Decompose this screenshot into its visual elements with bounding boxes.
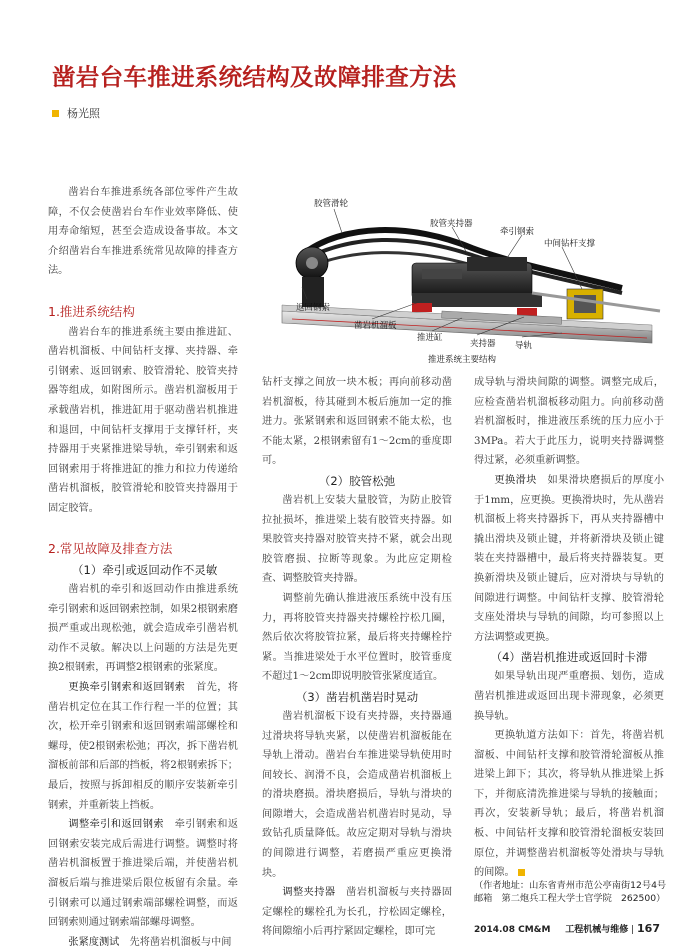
structure-paragraph: 凿岩台车的推进系统主要由推进缸、凿岩机溜板、中间钻杆支撑、夹持器、牵引钢索、返回钢索、胶管滑轮、胶管夹持器等组成，如附图所示。凿岩机溜板用于承载凿岩机，推进缸用于驱动凿岩机推进和退回，中间钻杆支撑用于支撑钎杆，夹持器用于夹紧推进梁导轨，牵引钢索和返回钢索用于将推进缸的推力和拉力传递给凿岩机溜板，胶管滑轮和胶管夹持器用于固定胶管。 xyxy=(48,326,238,514)
tension-test-text: 先将凿岩机溜板与中间 xyxy=(129,936,232,948)
label-clamp: 夹持器 xyxy=(470,339,496,349)
footer-text: 2014.08 CM&M 工程机械与维修 | 167 xyxy=(473,922,660,935)
tension-test-continued: 钻杆支撑之间放一块木板；再向前移动凿岩机溜板，待其碰到木板后施加一定的推进力。张紧钢索和返回钢索不能太松，也不能太紧，2根钢索留有1～2cm的垂度即可。 xyxy=(262,377,452,467)
label-rod-support: 中间钻杆支撑 xyxy=(544,239,596,249)
page-number: 167 xyxy=(637,922,660,935)
label-guide-rail: 导轨 xyxy=(515,341,533,351)
article-end-marker xyxy=(518,869,525,876)
replace-cable-paragraph xyxy=(48,678,238,815)
replace-slider-text: 如果滑块磨损后的厚度小于1mm，应更换。更换滑块时，先从凿岩机溜板上将夹持器拆下，再从夹持器槽中撬出滑块及锁止键，并将新滑块及锁止键装在夹持器槽中，最后将夹持器装复。更换新滑块及锁止键后，应对滑块与导轨的间隙进行调整。中间钻杆支撑、胶管滑轮支座处滑块与导轨的间隙，均可参照以上方法调整或更换。 xyxy=(474,474,665,643)
heading-fault-1: （1）牵引或返回动作不灵敏 xyxy=(72,563,218,578)
fault-1-paragraph: 凿岩机的牵引和返回动作由推进系统牵引钢索和返回钢索控制，如果2根钢索磨损严重或出现松弛，就会造成牵引凿岩机动作不灵敏。解决以上问题的方法是先更换2根钢索，再调整2根钢索的张紧度。 xyxy=(48,584,238,674)
author-name: 杨光照 xyxy=(67,107,100,120)
adjust-clamp-continued: 成导轨与滑块间隙的调整。调整完成后，应检查凿岩机溜板移动阻力。向前移动凿岩机溜板时，推进液压系统的压力应小于3MPa。若大于此压力，说明夹持器调整得过紧，必须重新调整。 xyxy=(474,377,664,467)
author-address xyxy=(474,879,674,905)
label-pull-cable: 牵引钢索 xyxy=(500,227,535,237)
column-2 xyxy=(262,373,452,942)
fault-2-paragraph-b: 调整前先确认推进液压系统中没有压力，再将胶管夹持器夹持螺栓拧松几圈，然后依次将胶管拉紧，最后将夹持螺栓拧紧。当推进梁处于水平位置时，胶管垂度不超过1～2cm即说明胶管张紧度适宜。 xyxy=(262,592,452,683)
heading-fault-4: （4）凿岩机推进或返回时卡滞 xyxy=(490,650,648,665)
fault-3-paragraph: 凿岩机溜板下设有夹持器，夹持器通过滑块将导轨夹紧，以使凿岩机溜板能在导轨上滑动。凿岩台车推进梁导轨使用时间较长、润滑不良，会造成凿岩机溜板上的滑块磨损。滑块磨损后，导轨与滑块的间隙增大，会造成凿岩机凿岩时晃动，导致钻孔质量降低。故应定期对导轨与滑块的间隙进行调整，若磨损严重应更换滑块。 xyxy=(262,710,452,879)
label-hose-pulley: 胶管滑轮 xyxy=(314,199,349,209)
heading-fault-3: （3）凿岩机凿岩时晃动 xyxy=(295,689,419,704)
keyword-adjust-clamp: 调整夹持器 xyxy=(282,887,336,899)
column-3 xyxy=(474,373,664,883)
page-footer xyxy=(0,920,700,942)
address-line-1: （作者地址：山东省青州市范公亭南街12号4号 xyxy=(474,880,667,891)
keyword-replace-slider: 更换滑块 xyxy=(494,474,537,486)
feed-system-figure xyxy=(262,193,666,365)
footer-journal: 工程机械与维修 xyxy=(565,925,629,935)
column-1 xyxy=(48,183,238,952)
fault-2-paragraph-a: 凿岩机上安装大量胶管，为防止胶管拉扯损坏，推进梁上装有胶管夹持器。如果胶管夹持器对胶管夹持不紧，就会出现胶管磨损、拉断等现象。为此应定期检查、调整胶管夹持器。 xyxy=(262,494,452,585)
label-hose-clamp: 胶管夹持器 xyxy=(430,219,473,229)
label-drill-carriage: 凿岩机溜板 xyxy=(354,321,397,331)
adjust-clamp-text: 凿岩机溜板与夹持器固定螺栓的螺栓孔为长孔，拧松固定螺栓，将间隙缩小后再拧紧固定螺栓，即可完 xyxy=(262,887,453,938)
keyword-tension-test: 张紧度测试 xyxy=(68,936,120,948)
label-return-cable: 返回钢索 xyxy=(296,303,331,313)
footer-issue: 2014.08 CM&M xyxy=(473,925,551,935)
keyword-adjust-cable: 调整牵引和返回钢索 xyxy=(68,819,165,831)
heading-structure: 1.推进系统结构 xyxy=(48,303,135,319)
label-feed-cylinder: 推进缸 xyxy=(417,333,443,343)
adjust-cable-paragraph xyxy=(48,815,238,933)
heading-faults: 2.常见故障及排查方法 xyxy=(48,541,173,557)
keyword-replace-cable: 更换牵引钢索和返回钢索 xyxy=(68,682,186,694)
fault-4-text-b: 更换轨道方法如下：首先，将凿岩机溜板、中间钻杆支撑和胶管滑轮溜板从推进梁上卸下；其次，将导轨从推进梁上拆下，并彻底清洗推进梁与导轨的接触面；再次，安装新导轨；最后，将凿岩机溜板、中间钻杆支撑和胶管滑轮溜板安装回原位，并调整凿岩机溜板等处滑块与导轨的间隙。 xyxy=(474,730,664,879)
fault-4-paragraph-b xyxy=(474,726,664,883)
article-title: 凿岩台车推进系统结构及故障排查方法 xyxy=(52,63,457,91)
fault-4-paragraph-a: 如果导轨出现严重磨损、划伤，造成凿岩机推进或返回出现卡滞现象，必须更换导轨。 xyxy=(474,671,664,722)
address-line-2: 邮箱 第二炮兵工程大学士官学院 262500） xyxy=(474,893,666,904)
replace-slider-paragraph xyxy=(474,471,664,647)
adjust-cable-text: 牵引钢索和返回钢索安装完成后需进行调整。调整时将凿岩机溜板置于推进梁后端，并使凿岩机溜板后端与推进梁后限位板留有余量。牵引钢索可以通过钢索端部螺栓调整，而返回钢索则通过钢索端部螺母调整。 xyxy=(48,819,239,929)
heading-fault-2: （2）胶管松弛 xyxy=(318,473,396,488)
abstract-paragraph: 凿岩台车推进系统各部位零件产生故障，不仅会使凿岩台车作业效率降低、使用寿命缩短，甚至会造成设备事故。本文介绍凿岩台车推进系统常见故障的排查方法。 xyxy=(48,187,238,277)
author-marker xyxy=(52,110,59,117)
figure-caption: 推进系统主要结构 xyxy=(428,355,497,365)
replace-cable-text: 首先，将凿岩机定位在其工作行程一半的位置；其次，松开牵引钢索和返回钢索端部螺栓和螺母，使2根钢索松弛；再次，拆下凿岩机溜板前部和后部的挡板，将2根钢索拆下；最后，按照与拆卸相反的顺序安装新牵引钢索，并重新装上挡板。 xyxy=(48,682,239,811)
